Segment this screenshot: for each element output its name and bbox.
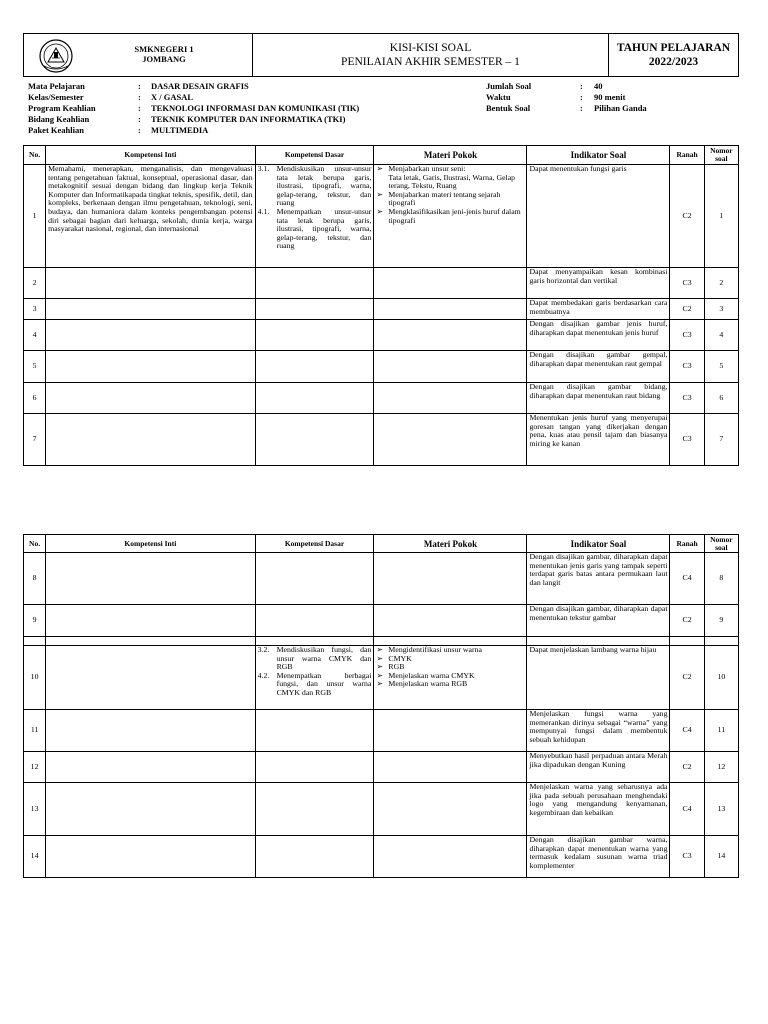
title-cell xyxy=(253,34,609,76)
indicator-cell: Dengan disajikan gambar jenis huruf, diharapkan dapat menentukan jenis huruf xyxy=(527,320,670,351)
kd-cell xyxy=(255,710,374,752)
question-number-cell: 4 xyxy=(704,320,738,351)
table-row xyxy=(24,299,739,320)
col-header-ranah: Ranah xyxy=(670,535,704,553)
school-name-block xyxy=(84,44,244,64)
table-row xyxy=(24,836,739,878)
ki-cell xyxy=(46,836,255,878)
question-number-cell: 9 xyxy=(704,605,738,637)
indicator-cell: Dengan disajikan gambar, diharapkan dapat menentukan jenis garis yang tampak seperti terdapat garis batas antara permukaan laut dan langit xyxy=(527,553,670,605)
col-header-ind: Indikator Soal xyxy=(527,535,670,553)
table-row xyxy=(24,351,739,383)
row-no: 6 xyxy=(24,383,46,414)
ranah-cell: C2 xyxy=(670,165,704,268)
school-city: JOMBANG xyxy=(142,54,186,64)
question-number-cell: 13 xyxy=(704,783,738,836)
col-header-kd: Kompetensi Dasar xyxy=(255,535,374,553)
kd-text: Menempatkan berbagai fungsi, dan unsur warna CMYK dan RGB xyxy=(276,670,372,697)
col-header-mp: Materi Pokok xyxy=(374,146,527,165)
row-no: 5 xyxy=(24,351,46,383)
empty-cell xyxy=(670,637,704,646)
kd-cell xyxy=(255,752,374,783)
table-row xyxy=(24,710,739,752)
kd-text: Mendiskusikan unsur-unsur tata letak berupa garis, ilustrasi, tipografi, warna, gelap-terang, tekstur, dan ruang xyxy=(276,164,372,208)
mp-text: RGB xyxy=(388,662,405,672)
mp-text: Mengklasifikasikan jeni-jenis huruf dalam tipografi xyxy=(388,206,521,225)
info-row xyxy=(28,92,359,103)
document-header xyxy=(23,33,739,77)
info-right xyxy=(486,81,647,114)
ranah-cell: C2 xyxy=(670,299,704,320)
indicator-cell: Dapat menyampaikan kesan kombinasi garis horizontal dan vertikal xyxy=(527,268,670,299)
ki-cell xyxy=(46,351,255,383)
info-key: Waktu xyxy=(486,92,511,102)
table-row xyxy=(24,414,739,466)
kd-number: 3.1. xyxy=(257,164,270,173)
kd-cell xyxy=(255,299,374,320)
year-value: 2022/2023 xyxy=(648,56,699,68)
table-header-row xyxy=(24,146,739,165)
mp-cell xyxy=(374,553,527,605)
bullet-arrow-icon: ➢ xyxy=(376,653,383,663)
info-key: Bidang Keahlian xyxy=(28,114,90,124)
info-sep: : xyxy=(580,81,583,91)
info-sep: : xyxy=(138,103,141,113)
info-key: Kelas/Semester xyxy=(28,92,84,102)
question-number-cell: 1 xyxy=(704,165,738,268)
question-number-cell: 14 xyxy=(704,836,738,878)
row-no: 11 xyxy=(24,710,46,752)
info-sep: : xyxy=(138,125,141,135)
ki-cell xyxy=(46,605,255,637)
question-number-cell: 5 xyxy=(704,351,738,383)
col-header-ind: Indikator Soal xyxy=(527,146,670,165)
bullet-arrow-icon: ➢ xyxy=(376,645,383,654)
school-cell xyxy=(24,34,253,76)
mp-cell xyxy=(374,268,527,299)
kd-cell xyxy=(255,836,374,878)
question-number-cell: 10 xyxy=(704,646,738,710)
ranah-cell: C3 xyxy=(670,383,704,414)
row-no: 7 xyxy=(24,414,46,466)
info-value: 90 menit xyxy=(594,92,626,102)
ki-cell xyxy=(46,783,255,836)
year-label: TAHUN PELAJARAN xyxy=(616,42,731,54)
ranah-cell: C4 xyxy=(670,553,704,605)
row-no: 10 xyxy=(24,646,46,710)
info-sep: : xyxy=(580,92,583,102)
col-header-ranah: Ranah xyxy=(670,146,704,165)
table-header-row xyxy=(24,535,739,553)
row-no: 8 xyxy=(24,553,46,605)
info-row xyxy=(486,103,647,114)
indicator-cell: Menentukan jenis huruf yang menyerupai goresan tangan yang dikerjakan dengan pena, kuas atau pensil tajam dan biasanya miring ke kanan xyxy=(527,414,670,466)
row-no: 1 xyxy=(24,165,46,268)
grid-table-2 xyxy=(23,534,739,878)
kd-cell xyxy=(255,414,374,466)
question-number-cell: 6 xyxy=(704,383,738,414)
question-number-cell: 8 xyxy=(704,553,738,605)
bullet-arrow-icon: ➢ xyxy=(376,679,383,689)
ki-cell: Memahami, menerapkan, menganalisis, dan mengevaluasi tentang pengetahuan faktual, konseptual, operasional dasar, dan metakognitif sesuai dengan bidang dan lingkup kerja Teknik Komputer dan Informatikapada tingkat teknis, spesifik, detil, dan kompleks, berkenaan dengan ilmu pengetahuan, teknologi, seni, budaya, dan humaniora dalam konteks pengembangan potensi diri sebagai bagian dari keluarga, sekolah, dunia kerja, warga masyarakat nasional, regional, dan internasional xyxy=(46,165,255,268)
table-row xyxy=(24,783,739,836)
ki-cell xyxy=(46,752,255,783)
mp-cell xyxy=(374,783,527,836)
info-sep: : xyxy=(580,103,583,113)
ranah-cell: C3 xyxy=(670,414,704,466)
ranah-cell: C3 xyxy=(670,320,704,351)
grid-table-1 xyxy=(23,145,739,466)
info-value: X / GASAL xyxy=(151,92,194,102)
info-value: TEKNOLOGI INFORMASI DAN KOMUNIKASI (TIK) xyxy=(151,103,360,113)
school-name: SMKNEGERI 1 xyxy=(134,44,194,54)
mp-cell xyxy=(374,836,527,878)
kd-cell xyxy=(255,351,374,383)
mp-text: Mengidentifikasi unsur warna xyxy=(388,645,482,654)
kd-text: Mendiskusikan fungsi, dan unsur warna CMYK dan RGB xyxy=(276,645,372,672)
mp-cell xyxy=(374,710,527,752)
indicator-cell: Menjelaskan warna yang seharusnya ada jika pada sebuah perusahaan menghendaki logo yang mengandung kenyamanan, kegembiraan dan kebaikan xyxy=(527,783,670,836)
table-row xyxy=(24,646,739,710)
mp-cell xyxy=(374,299,527,320)
question-number-cell: 7 xyxy=(704,414,738,466)
mp-cell xyxy=(374,752,527,783)
table-row xyxy=(24,165,739,268)
ki-cell xyxy=(46,710,255,752)
kd-cell xyxy=(255,268,374,299)
info-value: Pilihan Ganda xyxy=(594,103,647,113)
info-sep: : xyxy=(138,81,141,91)
mp-item xyxy=(376,191,524,208)
indicator-cell: Dengan disajikan gambar warna, diharapkan dapat menentukan warna yang termasuk kedalam susunan warna triad komplementer xyxy=(527,836,670,878)
empty-cell xyxy=(704,637,738,646)
kd-cell xyxy=(255,165,374,268)
kd-cell xyxy=(255,383,374,414)
mp-text: Menjabarkan unsur seni: Tata letak, Garis, Ilustrasi, Warna, Gelap terang, Tekstu, Ruang xyxy=(388,164,516,191)
indicator-cell: Dapat menentukan fungsi garis xyxy=(527,165,670,268)
indicator-cell: Menjelaskan fungsi warna yang memerankan dirinya sebagai “warna” yang mempunyai fungsi dalam membentuk sebuah kehidupan xyxy=(527,710,670,752)
mp-text: Menjelaskan warna CMYK xyxy=(388,670,475,680)
kd-number: 4.2. xyxy=(257,670,270,680)
question-number-cell: 2 xyxy=(704,268,738,299)
mp-item xyxy=(376,208,524,225)
mp-cell xyxy=(374,320,527,351)
mp-cell xyxy=(374,165,527,268)
bullet-arrow-icon: ➢ xyxy=(376,206,383,216)
table-row xyxy=(24,605,739,637)
row-no: 12 xyxy=(24,752,46,783)
empty-cell xyxy=(46,637,255,646)
ranah-cell: C4 xyxy=(670,710,704,752)
question-number-cell: 12 xyxy=(704,752,738,783)
kd-cell xyxy=(255,320,374,351)
ranah-cell: C3 xyxy=(670,351,704,383)
col-header-mp: Materi Pokok xyxy=(374,535,527,553)
indicator-cell: Dengan disajikan gambar bidang, diharapkan dapat menentukan raut bidang xyxy=(527,383,670,414)
table-row xyxy=(24,553,739,605)
question-number-cell: 3 xyxy=(704,299,738,320)
ki-cell xyxy=(46,299,255,320)
info-value: 40 xyxy=(594,81,603,91)
info-key: Mata Pelajaran xyxy=(28,81,85,91)
mp-cell xyxy=(374,414,527,466)
kd-cell xyxy=(255,783,374,836)
indicator-cell: Dengan disajikan gambar gempal, diharapkan dapat menentukan raut gempal xyxy=(527,351,670,383)
table-row xyxy=(24,752,739,783)
row-no: 9 xyxy=(24,605,46,637)
col-header-nomor: Nomor soal xyxy=(704,535,738,553)
ranah-cell: C2 xyxy=(670,752,704,783)
empty-cell xyxy=(24,637,46,646)
kd-number: 4.1. xyxy=(257,206,270,216)
ranah-cell: C3 xyxy=(670,836,704,878)
indicator-cell: Dapat membedakan garis berdasarkan cara membuatnya xyxy=(527,299,670,320)
ki-cell xyxy=(46,553,255,605)
kd-item xyxy=(258,208,372,251)
bullet-arrow-icon: ➢ xyxy=(376,670,383,680)
ki-cell xyxy=(46,414,255,466)
table-row xyxy=(24,268,739,299)
ki-cell xyxy=(46,646,255,710)
mp-text: CMYK xyxy=(388,653,412,663)
row-no: 14 xyxy=(24,836,46,878)
info-value: TEKNIK KOMPUTER DAN INFORMATIKA (TKI) xyxy=(151,114,346,124)
school-emblem-icon xyxy=(36,38,76,74)
col-header-nomor: Nomor soal xyxy=(704,146,738,165)
mp-cell xyxy=(374,351,527,383)
col-header-ki: Kompetensi Inti xyxy=(46,535,255,553)
ranah-cell: C2 xyxy=(670,605,704,637)
kd-text: Menempatkan unsur-unsur tata letak berupa garis, ilustrasi, tipografi, warna, gelap-terang, tekstur, dan ruang xyxy=(276,206,372,251)
table-row xyxy=(24,320,739,351)
info-left xyxy=(28,81,359,136)
info-key: Bentuk Soal xyxy=(486,103,531,113)
info-key: Paket Keahlian xyxy=(28,125,84,135)
year-cell xyxy=(609,34,738,76)
kd-item xyxy=(258,646,372,672)
info-key: Program Keahlian xyxy=(28,103,96,113)
mp-item xyxy=(376,680,524,689)
bullet-arrow-icon: ➢ xyxy=(376,164,383,173)
info-row xyxy=(486,92,647,103)
info-key: Jumlah Soal xyxy=(486,81,532,91)
ki-cell xyxy=(46,268,255,299)
ki-cell xyxy=(46,383,255,414)
indicator-cell: Dapat menjelaskan lambang warna hijau xyxy=(527,646,670,710)
row-no: 13 xyxy=(24,783,46,836)
info-value: MULTIMEDIA xyxy=(151,125,209,135)
table-row xyxy=(24,383,739,414)
row-no: 3 xyxy=(24,299,46,320)
col-header-kd: Kompetensi Dasar xyxy=(255,146,374,165)
indicator-cell: Dengan disajikan gambar, diharapkan dapat menentukan tekstur gambar xyxy=(527,605,670,637)
kd-number: 3.2. xyxy=(257,645,270,654)
col-header-no: No. xyxy=(24,146,46,165)
col-header-no: No. xyxy=(24,535,46,553)
info-row xyxy=(28,125,359,136)
mp-cell xyxy=(374,646,527,710)
info-sep: : xyxy=(138,92,141,102)
indicator-cell: Menyebutkan hasil perpaduan antara Merah jika dipadukan dengan Kuning xyxy=(527,752,670,783)
kd-cell xyxy=(255,646,374,710)
info-value: DASAR DESAIN GRAFIS xyxy=(151,81,249,91)
kd-item xyxy=(258,165,372,208)
bullet-arrow-icon: ➢ xyxy=(376,662,383,672)
info-row xyxy=(28,114,359,125)
info-row xyxy=(28,81,359,92)
question-number-cell: 11 xyxy=(704,710,738,752)
bullet-arrow-icon: ➢ xyxy=(376,189,383,199)
ki-cell xyxy=(46,320,255,351)
mp-text: Menjelaskan warna RGB xyxy=(388,679,468,689)
mp-text: Menjabarkan materi tentang sejarah tipografi xyxy=(388,189,501,208)
info-row xyxy=(486,81,647,92)
row-no: 4 xyxy=(24,320,46,351)
document-title: KISI-KISI SOAL xyxy=(389,42,472,54)
ranah-cell: C3 xyxy=(670,268,704,299)
mp-cell xyxy=(374,383,527,414)
row-no: 2 xyxy=(24,268,46,299)
ranah-cell: C2 xyxy=(670,646,704,710)
col-header-ki: Kompetensi Inti xyxy=(46,146,255,165)
document-subtitle: PENILAIAN AKHIR SEMESTER – 1 xyxy=(341,56,520,68)
info-sep: : xyxy=(138,114,141,124)
kd-item xyxy=(258,672,372,698)
kd-cell xyxy=(255,605,374,637)
mp-cell xyxy=(374,605,527,637)
info-row xyxy=(28,103,359,114)
kd-cell xyxy=(255,553,374,605)
ranah-cell: C4 xyxy=(670,783,704,836)
mp-item xyxy=(376,165,524,191)
